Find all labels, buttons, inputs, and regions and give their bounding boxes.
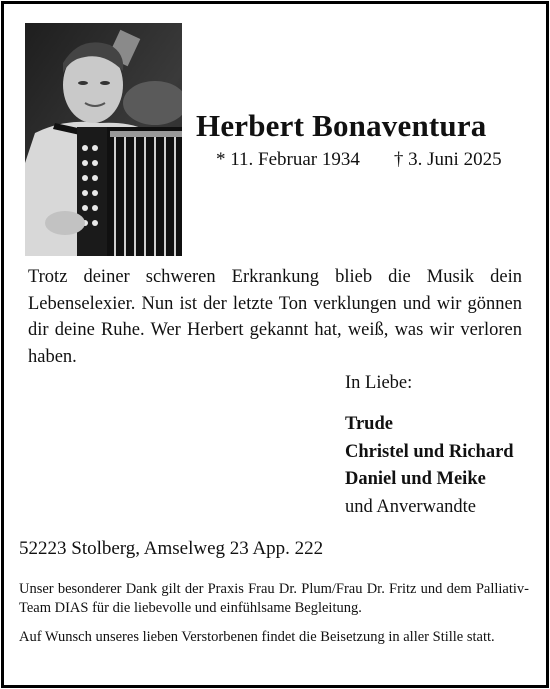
address: 52223 Stolberg, Amselweg 23 App. 222: [19, 538, 324, 559]
in-liebe-label: In Liebe:: [345, 373, 413, 393]
mourner-name: Trude: [345, 414, 393, 434]
birth-date: * 11. Februar 1934: [216, 149, 360, 170]
portrait-photo: [25, 23, 182, 256]
mourner-name: Daniel und Meike: [345, 469, 486, 489]
relatives-line: und Anverwandte: [345, 496, 477, 517]
death-date: † 3. Juni 2025: [393, 149, 502, 170]
deceased-name: Herbert Bonaventura: [196, 108, 487, 143]
thanks-text: Unser besonderer Dank gilt der Praxis Frau Dr. Plum/Frau Dr. Fritz und dem Palliativ-Team DIAS für die liebevolle und einfühlsame Begleitung.: [19, 581, 529, 616]
life-dates: [216, 149, 502, 171]
mourners-list: [345, 411, 514, 521]
mourner-name: Christel und Richard: [345, 441, 514, 462]
memorial-text: Trotz deiner schweren Erkrankung blieb die Musik dein Lebenselexier. Nun ist der letzte Ton verklungen und wir gönnen dir deine Ruhe. Wer Herbert gekannt hat, weiß, was wir verloren haben.: [28, 267, 522, 367]
burial-text: Auf Wunsch unseres lieben Verstorbenen findet die Beisetzung in aller Stille statt.: [19, 629, 495, 645]
